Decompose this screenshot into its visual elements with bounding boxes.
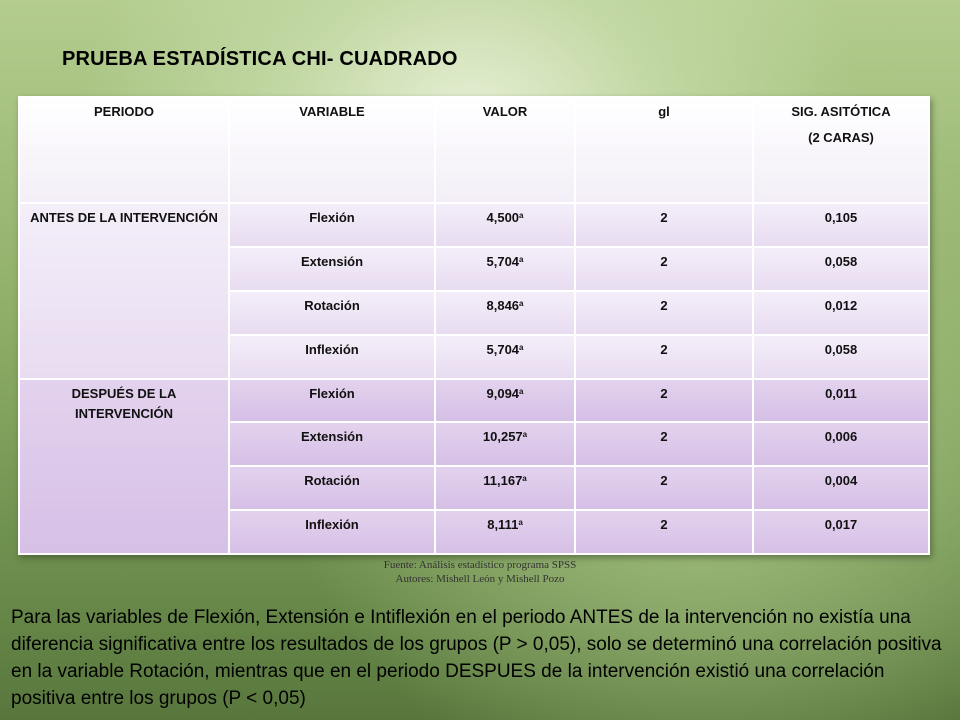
sig-cell: 0,011 [753,379,929,423]
valor-cell: 8,111$^a$ [435,510,575,554]
sig-cell: 0,006 [753,422,929,466]
conclusion-paragraph: Para las variables de Flexión, Extensión e Intiflexión en el periodo ANTES de la intervención no existía una diferencia significativa entre los resultados de los grupos (P > 0,05), solo se determinó una correlación positiva en la variable Rotación, mientras que en el periodo DESPUES de la intervención existió una correlación positiva entre los grupos (P < 0,05) [11,607,942,709]
table-header-row [19,97,929,203]
period-cell-despues: DESPUÉS DE LA INTERVENCIÓN [19,379,229,554]
variable-cell: Inflexión [229,335,435,379]
gl-cell: 2 [575,466,753,510]
gl-cell: 2 [575,422,753,466]
sig-cell: 0,058 [753,335,929,379]
sig-cell: 0,058 [753,247,929,291]
sig-cell: 0,004 [753,466,929,510]
sig-cell: 0,017 [753,510,929,554]
header-variable: VARIABLE [229,97,435,203]
variable-cell: Flexión [229,203,435,247]
valor-cell: 5,704$^a$ [435,335,575,379]
valor-cell: 4,500$^a$ [435,203,575,247]
valor-cell: 8,846$^a$ [435,291,575,335]
header-valor: VALOR [435,97,575,203]
variable-cell: Rotación [229,466,435,510]
table-row [19,379,929,423]
header-periodo: PERIODO [19,97,229,203]
gl-cell: 2 [575,291,753,335]
chi-square-table [18,96,930,555]
variable-cell: Extensión [229,422,435,466]
header-sig [753,97,929,203]
period-cell-antes: ANTES DE LA INTERVENCIÓN [19,203,229,378]
valor-cell: 11,167$^a$ [435,466,575,510]
gl-cell: 2 [575,247,753,291]
variable-cell: Inflexión [229,510,435,554]
variable-cell: Extensión [229,247,435,291]
header-sig-line2: (2 CARAS) [808,130,874,145]
valor-cell: 5,704$^a$ [435,247,575,291]
source-line: Fuente: Análisis estadístico programa SPSS [383,559,577,571]
gl-cell: 2 [575,379,753,423]
header-sig-line1: SIG. ASITÓTICA [791,104,891,119]
table-row [19,203,929,247]
gl-cell: 2 [575,510,753,554]
header-gl: gl [575,97,753,203]
valor-cell: 10,257$^a$ [435,422,575,466]
sig-cell: 0,105 [753,203,929,247]
variable-cell: Flexión [229,379,435,423]
page-title: PRUEBA ESTADÍSTICA CHI- CUADRADO [62,48,458,70]
gl-cell: 2 [575,203,753,247]
sig-cell: 0,012 [753,291,929,335]
gl-cell: 2 [575,335,753,379]
valor-cell: 9,094$^a$ [435,379,575,423]
table-source-note [0,558,960,586]
variable-cell: Rotación [229,291,435,335]
authors-line: Autores: Mishell León y Mishell Pozo [395,573,565,585]
